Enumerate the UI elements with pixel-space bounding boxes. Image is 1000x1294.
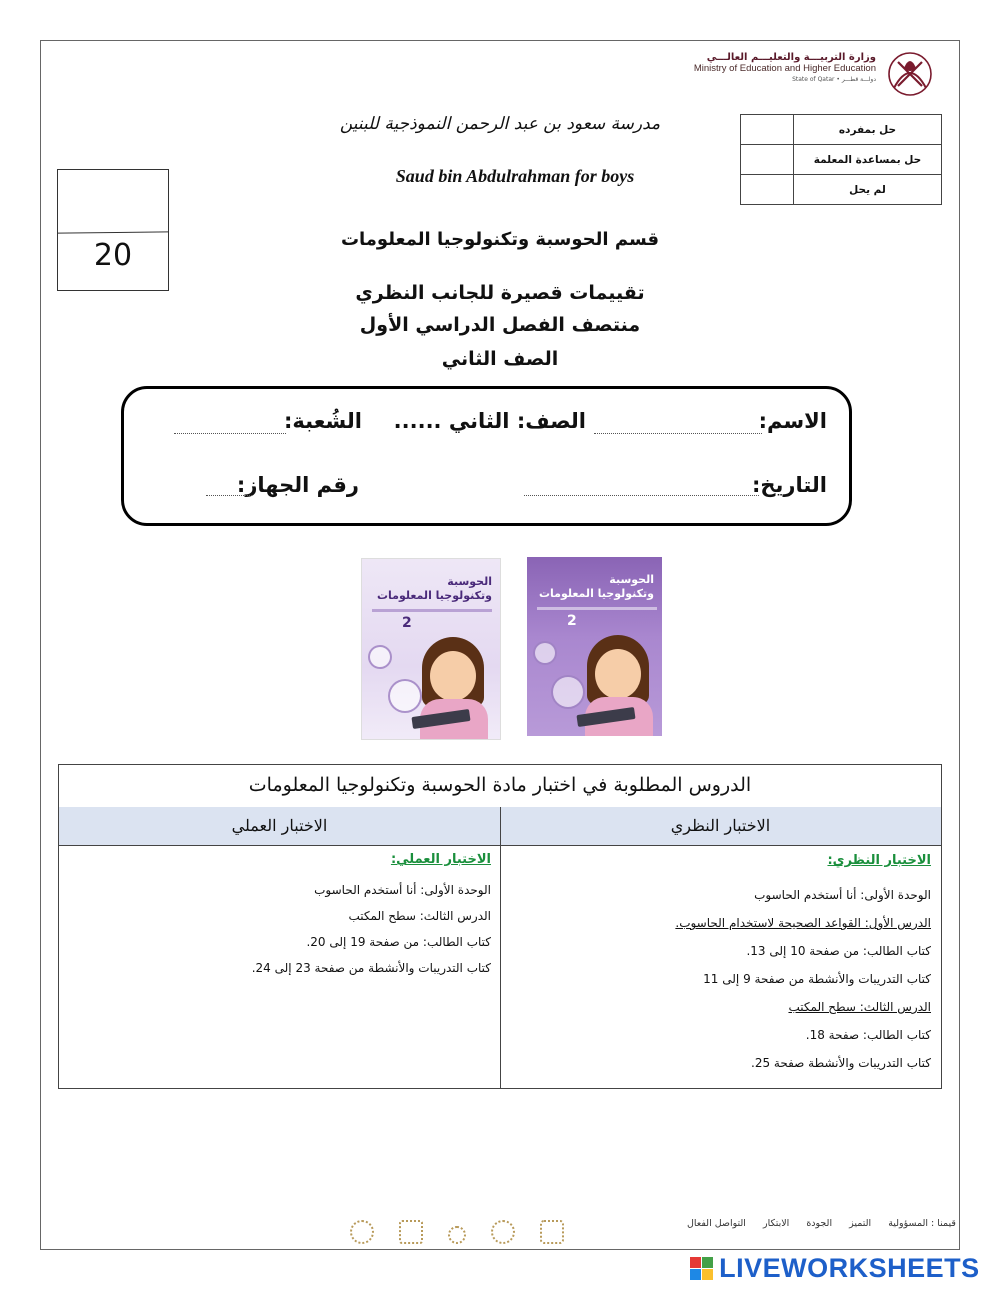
book-subtitle-bar bbox=[372, 609, 492, 612]
theory-line: كتاب التدريبات والأنشطة صفحة 25. bbox=[750, 1056, 931, 1070]
assessment-title: تقييمات قصيرة للجانب النظري bbox=[355, 282, 645, 304]
student-info-box bbox=[121, 386, 852, 526]
book-title bbox=[377, 575, 492, 603]
liveworksheets-brand[interactable] bbox=[690, 1253, 980, 1287]
device-field[interactable] bbox=[206, 495, 252, 496]
section-field[interactable] bbox=[174, 433, 286, 434]
girl-face bbox=[595, 649, 641, 699]
gear-icon bbox=[448, 1226, 466, 1244]
book-subtitle-bar bbox=[537, 607, 657, 610]
name-label: الاسم: bbox=[758, 409, 827, 433]
status-row bbox=[741, 145, 942, 175]
value-item: الجودة bbox=[806, 1218, 833, 1229]
value-item: الابتكار bbox=[762, 1218, 790, 1229]
theory-content bbox=[509, 847, 931, 1077]
status-row bbox=[741, 115, 942, 145]
book-cover-activities bbox=[361, 558, 501, 740]
status-checkbox[interactable] bbox=[741, 115, 794, 145]
department-title: قسم الحوسبة وتكنولوجيا المعلومات bbox=[340, 229, 660, 250]
liveworksheets-logo-icon bbox=[690, 1257, 714, 1281]
term-title: منتصف الفصل الدراسي الأول bbox=[359, 314, 641, 336]
status-checkbox[interactable] bbox=[741, 145, 794, 175]
school-name-en: Saud bin Abdulrahman for boys bbox=[395, 166, 635, 186]
practical-line: كتاب الطالب: من صفحة 19 إلى 20. bbox=[306, 935, 491, 949]
theory-line: كتاب التدريبات والأنشطة من صفحة 9 إلى 11 bbox=[703, 972, 931, 986]
practical-header: الاختبار العملي bbox=[59, 807, 501, 846]
network-icon bbox=[350, 1220, 374, 1244]
status-row bbox=[741, 175, 942, 205]
state-label: State of Qatar • دولـــة قطـــر bbox=[792, 76, 876, 83]
status-label: حل بمساعدة المعلمة bbox=[794, 145, 942, 175]
ministry-name-en: Ministry of Education and Higher Education bbox=[693, 63, 876, 74]
theory-line: كتاب الطالب: صفحة 18. bbox=[805, 1028, 931, 1042]
practical-line: كتاب التدريبات والأنشطة من صفحة 23 إلى 24. bbox=[251, 961, 491, 975]
status-label: لم يحل bbox=[794, 175, 942, 205]
lessons-table bbox=[58, 764, 942, 1089]
book-number: 2 bbox=[567, 613, 577, 629]
practical-line: الوحدة الأولى: أنا أستخدم الحاسوب bbox=[314, 883, 491, 897]
column-divider bbox=[500, 807, 501, 1088]
date-label: التاريخ: bbox=[751, 473, 827, 497]
ministry-text bbox=[694, 52, 876, 85]
book-title-line2: وتكنولوجيا المعلومات bbox=[376, 589, 492, 602]
monitor-icon bbox=[533, 641, 557, 665]
grade-title: الصف الثاني bbox=[441, 348, 559, 370]
theory-heading: الاختبار النظري: bbox=[827, 853, 931, 868]
book-cover-student bbox=[527, 557, 662, 736]
practical-heading: الاختبار العملي: bbox=[390, 852, 491, 867]
value-item: التواصل الفعال bbox=[687, 1218, 746, 1229]
score-box bbox=[57, 169, 169, 291]
medal-icon bbox=[491, 1220, 515, 1244]
girl-face bbox=[430, 651, 476, 701]
school-name-ar: مدرسة سعود بن عبد الرحمن النموذجية للبنين bbox=[339, 114, 661, 134]
computer-icon bbox=[388, 679, 422, 713]
theory-line: الدرس الثالث: سطح المكتب bbox=[788, 1000, 931, 1014]
theory-header: الاختبار النظري bbox=[500, 807, 941, 846]
class-label: الصف: الثاني ...... bbox=[393, 409, 586, 433]
section-label: الشُعبة: bbox=[283, 409, 362, 433]
handshake-icon bbox=[540, 1220, 564, 1244]
computer-icon bbox=[551, 675, 585, 709]
monitor-icon bbox=[368, 645, 392, 669]
device-label: رقم الجهاز: bbox=[236, 473, 359, 497]
date-field[interactable] bbox=[524, 495, 759, 496]
book-title bbox=[539, 573, 654, 601]
practical-line: الدرس الثالث: سطح المكتب bbox=[348, 909, 491, 923]
total-score: 20 bbox=[93, 238, 133, 273]
status-label: حل بمفرده bbox=[794, 115, 942, 145]
theory-line: الوحدة الأولى: أنا أستخدم الحاسوب bbox=[754, 888, 931, 902]
liveworksheets-wordmark: LIVEWORKSHEETS bbox=[719, 1253, 980, 1283]
book-title-line1: الحوسبة bbox=[609, 573, 654, 586]
theory-line: كتاب الطالب: من صفحة 10 إلى 13. bbox=[746, 944, 931, 958]
values-icons bbox=[350, 1220, 584, 1250]
ministry-name-ar: وزارة التربيـــة والتعليـــم العالـــي bbox=[706, 52, 876, 63]
status-checkbox[interactable] bbox=[741, 175, 794, 205]
values-label: قيمنا : المسؤولية bbox=[888, 1218, 956, 1229]
atom-icon bbox=[399, 1220, 423, 1244]
book-number: 2 bbox=[402, 615, 412, 631]
value-item: التميز bbox=[849, 1218, 872, 1229]
theory-line: الدرس الأول: القواعد الصحيحة لاستخدام الحاسوب. bbox=[675, 916, 931, 930]
book-title-line1: الحوسبة bbox=[447, 575, 492, 588]
book-title-line2: وتكنولوجيا المعلومات bbox=[538, 587, 654, 600]
practical-content bbox=[71, 847, 491, 981]
lessons-title: الدروس المطلوبة في اختبار مادة الحوسبة وتكنولوجيا المعلومات bbox=[59, 765, 941, 808]
solution-status-table bbox=[740, 114, 942, 205]
ministry-logo bbox=[686, 48, 936, 100]
values-row bbox=[673, 1218, 956, 1229]
qatar-emblem-icon bbox=[884, 48, 936, 100]
name-field[interactable] bbox=[594, 433, 762, 434]
score-divider bbox=[58, 231, 168, 233]
